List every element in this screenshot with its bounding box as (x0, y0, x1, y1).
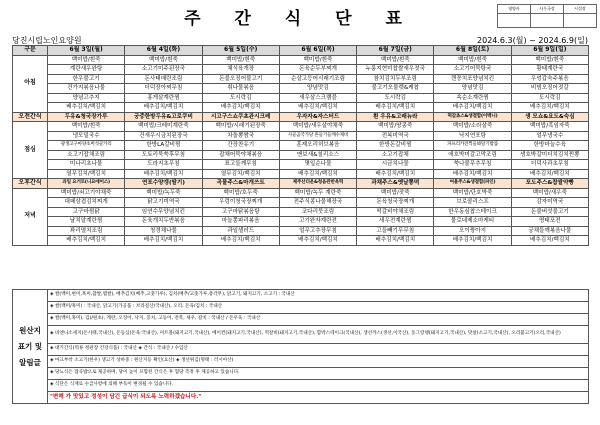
menu-item: 백미밥/땅콩죽 (357, 122, 434, 132)
menu-item: 백미밥/새우죽 (511, 188, 588, 198)
notes-side-label: 원산지 표기 및 알림글 (13, 290, 48, 404)
menu-item: 냉모밀국수 (48, 131, 125, 141)
approval-label: 시설장 (564, 5, 597, 14)
menu-item: 시금치나물 (357, 160, 434, 170)
day-header: 6월 8일(토) (434, 46, 511, 56)
menu-item: 소고기미주된장국 (125, 65, 202, 75)
meal-row (13, 160, 589, 170)
menu-item: 소고기어묵탕국 (434, 65, 511, 75)
menu-item: 속순소계란찜 (434, 93, 511, 103)
meal-row (13, 131, 589, 141)
menu-item: 계란새우완탕 (48, 65, 125, 75)
menu-item: 백미밥/시래기된장죽 (202, 122, 279, 132)
menu-item: 한우동심찹스테이크 (434, 207, 511, 217)
menu-item: 표고들깨무침 (202, 160, 279, 170)
menu-item: 비빔오징어젓갈 (511, 84, 588, 94)
menu-item: 명태포전 (511, 217, 588, 227)
meal-label: 오후간식 (13, 179, 48, 189)
menu-item: 우자자&자스터드 (279, 112, 356, 122)
menu-item: 연포수양갱(딸기) (125, 179, 202, 189)
menu-item: 간장찬유기 (202, 141, 279, 151)
approval-label: 사무국장 (531, 5, 564, 14)
menu-item: 파프리카전찍들봐달기밥롤 (434, 141, 511, 151)
facility-name: 당진시립노인요양원 (12, 36, 82, 45)
approval-label: 영양사 (498, 5, 531, 14)
menu-item: 돈사태매란조림 (125, 74, 202, 84)
menu-item: 꽈리멸치조림 (48, 226, 125, 236)
menu-item: 광생고구마양초버섯골카리 (48, 141, 125, 151)
meal-row (13, 150, 589, 160)
notice-line: ◈ 당뇨식은 잡곡밥으로 제공하며, 당이 높이 포함된 간식은 후 혈당 측정 후 제공하고 있습니다. (48, 368, 589, 380)
menu-item: 새우전계란찜 (357, 217, 434, 227)
menu-item: 고들빼기무무침 (357, 226, 434, 236)
menu-item: 브로콜리스프 (434, 198, 511, 208)
meal-label: 점심 (13, 122, 48, 179)
menu-item: 한방LA갈비찜 (125, 141, 202, 151)
menu-item: 고구마닭볶음탕 (202, 207, 279, 217)
menu-item: 배추김치/백김치 (279, 236, 356, 246)
meal-row (13, 84, 589, 94)
menu-item: 포도주스&찹쌀약빵 (511, 179, 588, 189)
meal-row (13, 122, 589, 132)
menu-item: 양념맛김 (279, 84, 356, 94)
origin-line: ◈ 쌀(백미,혹미), 김(/원초), 계란, 오징어, 낙지, 꽁치, 고등어, 전복, 새우, 갈치 : 국내산 / 돈우육 : 국내산 (48, 314, 589, 326)
meal-row (13, 217, 589, 227)
meal-row (13, 198, 589, 208)
approval-sign-cell[interactable] (498, 14, 531, 28)
menu-item: 백미밥/녹두 계란죽 (279, 188, 356, 198)
menu-item: 참치김치두부조림 (357, 74, 434, 84)
menu-item: 순살고등어시래기조림 (279, 74, 356, 84)
origin-line: ◈ 쌀(백미/흑미) : 국내산, 닭고기(가공품 : 브라질산/국내산), 오리, 돈육/김치 : 국내산 (48, 302, 589, 314)
menu-item: 곡물주스&마개쓰트 (202, 179, 279, 189)
approval-sign-cell[interactable] (564, 14, 597, 28)
menu-item: 궁채들깨볶음나물 (511, 226, 588, 236)
notice-line: ◈ 식단은 식재료 수급사항에 의해 부득이 변경될 수 있습니다. (48, 380, 589, 392)
meal-row (13, 236, 589, 246)
menu-item: 양념맛김 (434, 84, 511, 94)
menu-item: 청경채나물 (125, 226, 202, 236)
menu-item: 돈육청국장찌개 (357, 198, 434, 208)
menu-item: 우렁이청국장찌개 (202, 198, 279, 208)
menu-item: 배추김치/백김치 (357, 169, 434, 179)
menu-item: 쑥나물무추무침 (434, 160, 511, 170)
menu-item: 배추김치/백김치 (48, 103, 125, 113)
snack-row (13, 112, 589, 122)
menu-item: 한방돈갈비찜 (357, 141, 434, 151)
menu-item: 건가지볶음나물 (48, 84, 125, 94)
menu-item: 백미밥/흰죽 (48, 122, 125, 132)
menu-period: 2024.6.3(월) ~ 2024.6.9(일) (477, 36, 588, 45)
menu-item: 전주식콩나물해장국 (279, 198, 356, 208)
menu-item: 한우불고기 (48, 74, 125, 84)
menu-item: 열무김치/백김치 (48, 169, 125, 179)
menu-item: 백미밥/쇠고기야채죽 (48, 188, 125, 198)
menu-item: 돈육순두부찌개 (279, 65, 356, 75)
menu-item: 백미밥/흰죽 (511, 55, 588, 65)
menu-item: 시고구스쇼쿠초관시크레 (202, 112, 279, 122)
menu-header-row (13, 46, 589, 56)
day-header: 6월 9일(일) (511, 46, 588, 56)
day-header: 6월 7일(금) (357, 46, 434, 56)
menu-item: 백미밥/흰죽 (48, 55, 125, 65)
snack-row (13, 179, 589, 189)
menu-item: 백미밥/흰죽 (279, 55, 356, 65)
menu-item: 백미밥/잣죽 (357, 188, 434, 198)
menu-item: 물로네제소마게티 (434, 217, 511, 227)
menu-item: 전복미역국 (357, 131, 434, 141)
menu-item: 더덕장아찌무침 (125, 84, 202, 94)
menu-item: 낙지연포탕 (434, 131, 511, 141)
menu-item: 도라지초무침 (125, 160, 202, 170)
notes-table (12, 289, 589, 404)
meal-row (13, 65, 589, 75)
menu-item: 홍게살계란찜 (125, 93, 202, 103)
meal-label: 저녁 (13, 188, 48, 245)
menu-item: 배추김치/백김치 (434, 103, 511, 113)
menu-item: 얼무고추장무침 (279, 226, 356, 236)
menu-item: 도시락김 (357, 93, 434, 103)
menu-item: 날치알계란찜 (48, 217, 125, 227)
menu-item: 배추김치/백김치 (511, 103, 588, 113)
menu-item: 열무김치/백김치 (202, 169, 279, 179)
menu-item: 황태계란국 (511, 65, 588, 75)
menu-item: 제주산더운&청음관반옥떡 (279, 179, 356, 189)
menu-item: 백미밥/흰죽 (125, 55, 202, 65)
menu-item: 도시락김 (202, 93, 279, 103)
meal-label: 오전간식 (13, 112, 48, 122)
menu-item: 백미밥/단호박죽 (434, 188, 511, 198)
meal-row (13, 207, 589, 217)
menu-item: 소고기잡채조림 (48, 150, 125, 160)
menu-item: 과일 요거트(니요에어스) (48, 179, 125, 189)
menu-item: 여울주스&생결합(파인) (434, 179, 511, 189)
menu-item: 흰 우유&고래뉴라 (357, 112, 434, 122)
menu-item: 얼무냉국수 (511, 131, 588, 141)
menu-item: 우엉갑숙주볶음 (511, 74, 588, 84)
menu-item: 떡갈비야채조림 (357, 207, 434, 217)
menu-item: 두유&청국장가루 (48, 112, 125, 122)
menu-item: 임연수무양념치킨 (125, 207, 202, 217)
day-header: 6월 4일(화) (125, 46, 202, 56)
menu-item: 대패삼겹김치찌개 (48, 198, 125, 208)
menu-item: 백미밥/흰죽 (434, 55, 511, 65)
menu-item: 차돌뽕짬국 (202, 131, 279, 141)
menu-item: 백미밥/호두죽 (202, 188, 279, 198)
origin-line: ◈ 쌀(백미,현미,흑미,찹쌀,멥쌀), 배추김치(배추,고춧가루), 김치(배추/고춧가루,총각무), 닭고기, 돼지고기, 소고기 : 국내산 (48, 290, 589, 302)
menu-item: 배추김치/백김치 (125, 103, 202, 113)
menu-item: 떡갈쵸스&생결합(이백니) (434, 112, 511, 122)
menu-item: 배추김치/백김치 (202, 103, 279, 113)
menu-item: 훈제오리허브볶음 (279, 141, 356, 151)
weekly-menu-table (12, 45, 589, 246)
menu-item: 도시락김 (511, 93, 588, 103)
menu-item: 배추김치/백김치 (357, 236, 434, 246)
menu-item: 생호박갈미더치김치찐뽕 (511, 150, 588, 160)
closing-message: "변해 가 맛있고 정성이 담긴 급식이 되도록 노력하겠습니다." (48, 392, 589, 404)
meal-row (13, 141, 589, 151)
menu-item: 배추김치/백김치 (434, 236, 511, 246)
menu-item: 채식육개장 (202, 65, 279, 75)
meal-row (13, 74, 589, 84)
menu-item: 코다리뭇조림 (279, 207, 356, 217)
menu-item: 백미밥/소라살죽 (434, 122, 511, 132)
page-title: 주 간 식 단 표 (184, 9, 416, 29)
menu-item: 백미밥/흑임자죽 (511, 122, 588, 132)
menu-item: 사골곰국가당 흔들기들깨수제비 (279, 131, 356, 141)
menu-item: 돈불버섯불고기 (511, 207, 588, 217)
menu-item: 배추김치/백김치 (125, 169, 202, 179)
menu-item: 고기완자계란전 (279, 217, 356, 227)
menu-item: 고구마찜닭 (48, 207, 125, 217)
day-header: 6월 6일(목) (279, 46, 356, 56)
meal-row (13, 103, 589, 113)
menu-item: 배추김치/백김치 (511, 236, 588, 246)
menu-item: 배추김치/백김치 (434, 169, 511, 179)
day-header: 6월 3일(월) (48, 46, 125, 56)
menu-item: 백미밥/크레미계란죽 (125, 122, 202, 132)
menu-item: 배추김치/백김치 (511, 169, 588, 179)
menu-item: 새우살스크램블 (279, 93, 356, 103)
menu-item: 누룽지현미찹쌀새우젓국 (357, 65, 434, 75)
menu-item: 배추김치/백김치 (279, 103, 356, 113)
menu-item: 배추김치/백김치 (279, 169, 356, 179)
header-label: 구분 (13, 46, 48, 56)
meal-row (13, 169, 589, 179)
menu-item: 마늘쫑파리볶음 (202, 217, 279, 227)
menu-item: 몇잎순나물 (279, 160, 356, 170)
menu-item: 닭고기미역국 (125, 198, 202, 208)
menu-item: 미나리초나물 (48, 160, 125, 170)
menu-item: 건새우시금치된장국 (125, 131, 202, 141)
menu-item: 한방마늘수육 (511, 141, 588, 151)
meal-row (13, 93, 589, 103)
menu-item: 감자미역국 (511, 198, 588, 208)
menu-item: 배추김치/백김치 (48, 236, 125, 246)
menu-item: 배추김치/백김치 (125, 236, 202, 246)
meal-label: 아침 (13, 55, 48, 112)
meal-row (13, 188, 589, 198)
menu-item: 배추김치/백김치 (357, 103, 434, 113)
meal-row (13, 55, 589, 65)
approval-sign-cell[interactable] (531, 14, 564, 28)
origin-line: ◈ 비엔나소세지(돈사태,국내산), 돈등심(돈육:국내산), 미트볼(돼지고기,국내산), 베이컨(돼지고기,국내산), 떡갈비(돼지고기,국내산), 함박스테이크(국내산), 생선까스(생선,이국산), 동그랑땡(돼지고기,국내산), 맛살(소고기,국내산), 오리불고기(오리,국내산) (48, 326, 589, 344)
origin-line: ◈ 대기간식(떡류 정관장 건강식품) : 국내산 ◈ 간식 : 국내산 / 수입산 (48, 344, 589, 356)
menu-item: 백미밥/새우살야채죽 (279, 122, 356, 132)
menu-item: 궁중한방두유&고로쿠비 (125, 112, 202, 122)
menu-item: 백미밥/흰죽 (357, 55, 434, 65)
menu-item: 돈불오징어불고기 (202, 74, 279, 84)
approval-box (497, 4, 597, 28)
menu-item: 더덕사과초무침 (511, 160, 588, 170)
menu-item: 맨보새&칠리소스 (279, 150, 356, 160)
origin-line: ◈ 마크부착 소고기(한우) 생고기 상하중 : 원산지등 확인(요산) ◈ 생선튀김(명태 : 러시아산) (48, 356, 589, 368)
day-header: 6월 5일(수) (202, 46, 279, 56)
menu-item: 불고기오물렛&케찹 (357, 84, 434, 94)
menu-item: 과채주스&옛날뽕떡 (357, 179, 434, 189)
menu-item: 도토리묵쑥후무침 (125, 150, 202, 160)
menu-item: 깬꽁치포양념치킨 (434, 74, 511, 84)
menu-item: 과일샐러드 (202, 226, 279, 236)
menu-item: 소고기잡채 (357, 150, 434, 160)
menu-item: 생 모쇼&요도&숙심 (511, 112, 588, 122)
menu-item: 잡채어묵야채볶음 (202, 150, 279, 160)
menu-item: 배추김치/백김치 (202, 236, 279, 246)
menu-item: 백미밥/흰죽 (202, 55, 279, 65)
menu-item: 오이짱아지 (434, 226, 511, 236)
menu-item: 백미밥/녹두죽 (125, 188, 202, 198)
menu-item: 돈육개치두반볶음 (125, 217, 202, 227)
menu-item: 양념고추지 (48, 93, 125, 103)
menu-item: 애호박미갈고막조림 (434, 150, 511, 160)
menu-item: 취나물볶음 (202, 84, 279, 94)
meal-row (13, 226, 589, 236)
